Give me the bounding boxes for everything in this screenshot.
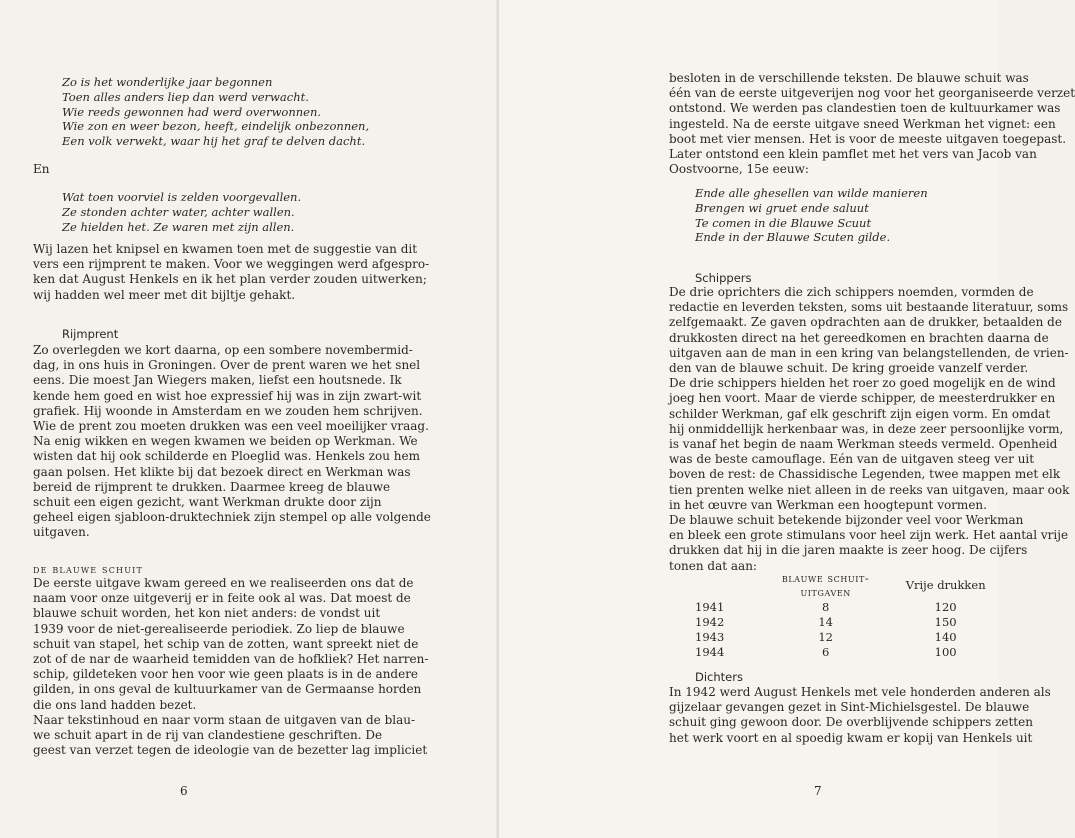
table-cell-vrije-drukken: 120 xyxy=(934,599,957,614)
table-row xyxy=(695,614,999,629)
poem-line: Ende alle ghesellen van wilde manieren xyxy=(695,186,928,200)
poem-line: Ende in der Blauwe Scuten gilde. xyxy=(695,230,891,245)
poem-line: Wie zon en weer bezon, heeft, eindelijk onbezonnen, xyxy=(62,119,370,134)
poem-oostvoorne xyxy=(695,186,928,245)
en-word: En xyxy=(33,162,50,176)
paragraph-verzet: besloten in de verschillende teksten. De blauwe schuit was één van de eerste uitgeverijen nog voor het georganiseerde verzet ontstond. We werden pas clandestien toen de kultuurkamer was ingesteld. Na de eerste uitgave sneed Werkman het vignet: een boot met vier mensen. Het is voor de meeste uitgaven toegepast. Later ontstond een klein pamflet met het vers van Jacob van Oostvoorne, 15e eeuw: xyxy=(669,71,1075,177)
table-cell-uitgaven: 12 xyxy=(818,629,833,644)
table-cell-uitgaven: 6 xyxy=(821,644,830,659)
poem-line: Wat toen voorviel is zelden voorgevallen. xyxy=(62,190,302,204)
poem-line: Te comen in die Blauwe Scuut xyxy=(695,215,872,230)
table-row xyxy=(695,629,999,644)
poem-line: Ze hielden het. Ze waren met zijn allen. xyxy=(62,219,295,234)
poem-line: Toen alles anders liep dan werd verwacht. xyxy=(62,89,309,104)
section-heading-blauwe-schuit: de blauwe schuit xyxy=(33,563,144,576)
page-number: 6 xyxy=(180,784,188,798)
table-cell-vrije-drukken: 150 xyxy=(934,614,957,629)
poem-stanza-2 xyxy=(62,190,301,234)
table-header-cell: Vrije drukken xyxy=(905,578,986,592)
table-header-row xyxy=(695,571,999,599)
table-cell-vrije-drukken: 140 xyxy=(934,629,957,644)
table-row xyxy=(695,599,999,614)
poem-line: Ze stonden achter water, achter wallen. xyxy=(62,204,295,219)
table-cell-year: 1943 xyxy=(695,629,725,644)
paragraph-schippers: De drie oprichters die zich schippers noemden, vormden de redactie en leverden teksten, soms uit bestaande literatuur, soms zelfgemaakt. Ze gaven opdrachten aan de drukker, betaalden de drukkosten direct na het gereedkomen en brachten daarna de uitgaven aan de man in een kring van belangstellenden, de vrien- den van de blauwe schuit. De kring groeide vanzelf verder. De drie schippers hielden het roer zo goed mogelijk en de wind joeg hen voort. Maar de vierde schipper, de meesterdrukker en schilder Werkman, gaf elk geschrift zijn eigen vorm. En omdat hij onmiddellijk herkenbaar was, in deze zeer persoonlijke vorm, is vanaf het begin de naam Werkman steeds vermeld. Openheid was de beste camouflage. Eén van de uitgaven steeg ver uit boven de rest: de Chassidische Legenden, twee mappen met elk tien prenten welke niet alleen in de reeks van uitgaven, maar ook in het œuvre van Werkman een hoogtepunt vormen. De blauwe schuit betekende bijzonder veel voor Werkman en bleek een grote stimulans voor heel zijn werk. Het aantal vrije drukken dat hij in die jaren maakte is zeer hoog. De cijfers tonen dat aan: xyxy=(669,285,1070,573)
section-heading-dichters: Dichters xyxy=(695,670,743,684)
paragraph-blauwe-schuit: De eerste uitgave kwam gereed en we realiseerden ons dat de naam voor onze uitgeverij er in feite ook al was. Dat moest de blauwe schuit worden, het kon niet anders: de vondst uit 1939 voor de niet-gerealiseerde periodiek. Zo liep de blauwe schuit van stapel, het schip van de zotten, want spreekt niet de zot of de nar de waarheid temidden van de hofkliek? Het narren- schip, gildeteken voor hen voor wie geen plaats is in de andere gilden, in ons geval de kultuurkamer van de Germaanse horden die ons land hadden bezet. Naar tekstinhoud en naar vorm staan de uitgaven van de blau- we schuit apart in de rij van clandestiene geschriften. De geest van verzet tegen de ideologie van de bezetter lag impliciet xyxy=(33,576,429,758)
stats-table xyxy=(695,571,999,659)
poem-line: Wie reeds gewonnen had werd overwonnen. xyxy=(62,104,322,119)
stats-table-wrapper xyxy=(695,571,999,659)
paragraph-dichters: In 1942 werd August Henkels met vele honderden anderen als gijzelaar gevangen gezet in Sint-Michielsgestel. De blauwe schuit ging gewoon door. De overblijvende schippers zetten het werk voort en al spoedig kwam er kopij van Henkels uit xyxy=(669,685,1051,745)
table-cell-uitgaven: 14 xyxy=(818,614,833,629)
table-cell-year: 1942 xyxy=(695,614,725,629)
table-cell-year: 1941 xyxy=(695,599,725,614)
table-header-cell: blauwe schuit-uitgaven xyxy=(781,571,870,599)
table-cell-vrije-drukken: 100 xyxy=(934,644,957,659)
paragraph-knipsel: Wij lazen het knipsel en kwamen toen met de suggestie van dit vers een rijmprent te maken. Voor we weggingen werd afgespro- ken dat August Henkels en ik het plan verder zouden uitwerken; wij hadden wel meer met dit bijltje gehakt. xyxy=(33,242,430,302)
paragraph-rijmprent: Zo overlegden we kort daarna, op een sombere novembermid- dag, in ons huis in Groningen. Over de prent waren we het snel eens. Die moest Jan Wiegers maken, liefst een houtsnede. Ik kende hem goed en wist hoe expressief hij was in zijn zwart-wit grafiek. Hij woonde in Amsterdam en we zouden hem schrijven. Wie de prent zou moeten drukken was een veel moeilijker vraag. Na enig wikken en wegen kwamen we beiden op Werkman. We wisten dat hij ook schilderde en Ploeglid was. Henkels zou hem gaan polsen. Het klikte bij dat bezoek direct en Werkman was bereid de rijmprent te drukken. Daarmee kreeg de blauwe schuit een eigen gezicht, want Werkman drukte door zijn geheel eigen sjabloon-druktechniek zijn stempel op alle volgende uitgaven. xyxy=(33,343,431,540)
table-row xyxy=(695,644,999,659)
poem-line: Een volk verwekt, waar hij het graf te delven dacht. xyxy=(62,134,366,149)
section-heading-rijmprent: Rijmprent xyxy=(62,327,119,341)
right-page xyxy=(499,0,1075,838)
table-cell-uitgaven: 8 xyxy=(821,599,830,614)
poem-line: Brengen wi gruet ende saluut xyxy=(695,200,869,215)
table-header-cell xyxy=(695,571,759,599)
left-page xyxy=(0,0,499,838)
table-cell-year: 1944 xyxy=(695,644,725,659)
poem-line: Zo is het wonderlijke jaar begonnen xyxy=(62,75,273,89)
section-heading-schippers: Schippers xyxy=(695,271,752,285)
poem-stanza-1 xyxy=(62,75,369,149)
page-number: 7 xyxy=(814,784,822,798)
